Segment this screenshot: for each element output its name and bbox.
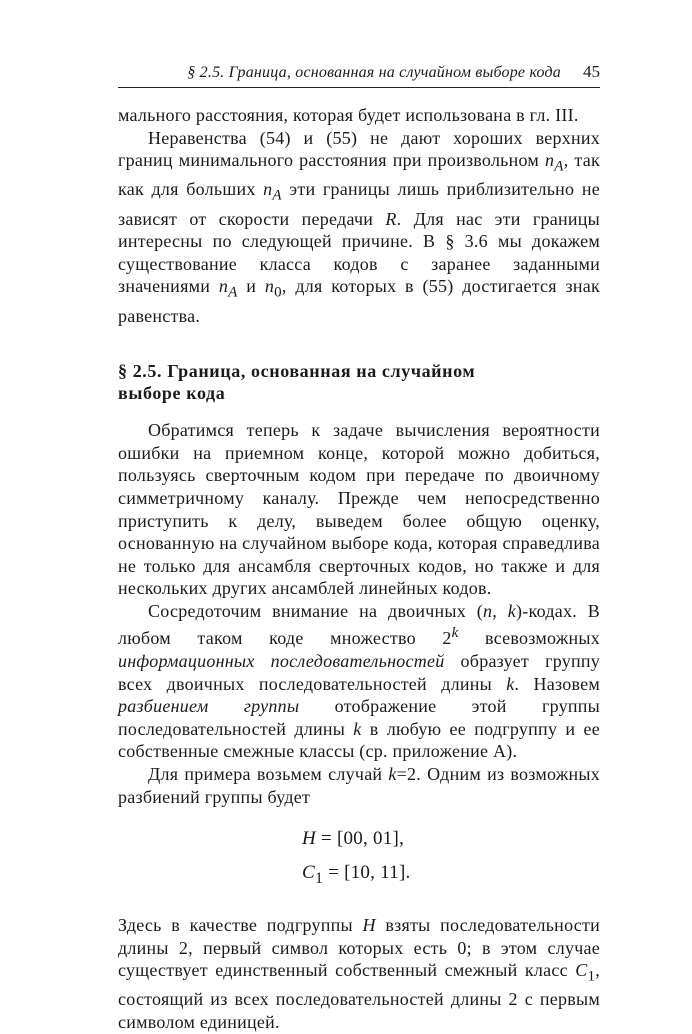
header-rule <box>118 87 600 88</box>
paragraph-inequalities: Неравенства (54) и (55) не дают хороших верхних границ минимального расстояния при произвольном $n_A$, так как для больших $n_A$ эти границы лишь приблизительно не зависят от скорости передачи R. Для нас эти границы интересны по следующей причине. В § 3.6 мы докажем существование класса кодов с заранее заданными значениями $n_A$ и $n_0$, для которых в (55) достигается знак равенства. <box>118 127 601 326</box>
paragraph-subgroup: Здесь в качестве подгруппы H взяты последовательности длины 2, первый символ которых есть 0; в этом случае существует единственный собственный смежный класс $C_1$, состоящий из всех последовательностей длины 2 с первым символом единицей. <box>118 915 601 1032</box>
paragraph-continuation: мального расстояния, которая будет использована в гл. III. <box>118 105 579 125</box>
page-number: 45 <box>583 62 600 81</box>
paragraph-example: Для примера возьмем случай k=2. Одним из возможных разбиений группы будет <box>118 764 600 807</box>
formula-line-c1: $C_1 = [10$, 11]. <box>302 862 411 888</box>
running-title: § 2.5. Граница, основанная на случайном выборе кода <box>187 64 561 81</box>
formula-block <box>302 822 600 896</box>
running-header <box>118 62 600 82</box>
paragraph-random-coding: Обратимся теперь к задаче вычисления вероятности ошибки на приемном конце, которой можно добиться, пользуясь сверточным кодом при передаче по двоичному симметричному каналу. Прежде чем непосредственно приступить к делу, выведем более общую оценку, основанную на случайном выборе кода, которая справедлива не только для ансамбля сверточных кодов, но также и для нескольких других ансамблей линейных кодов. <box>118 420 600 599</box>
page-body <box>118 104 600 1034</box>
formula-line-h: H = [00, 01], <box>302 828 405 850</box>
section-heading: § 2.5. Граница, основанная на случайном выборе кода <box>118 361 476 404</box>
paragraph-group-partition: Сосредоточим внимание на двоичных (n, k)-кодах. В любом таком коде множество 2$^k$ всевозможных информационных последовательностей образует группу всех двоичных последовательностей длины k. Назовем разбиением группы отображение этой группы последовательностей длины k в любую ее подгруппу и ее собственные смежные классы (ср. приложение А). <box>118 600 600 762</box>
